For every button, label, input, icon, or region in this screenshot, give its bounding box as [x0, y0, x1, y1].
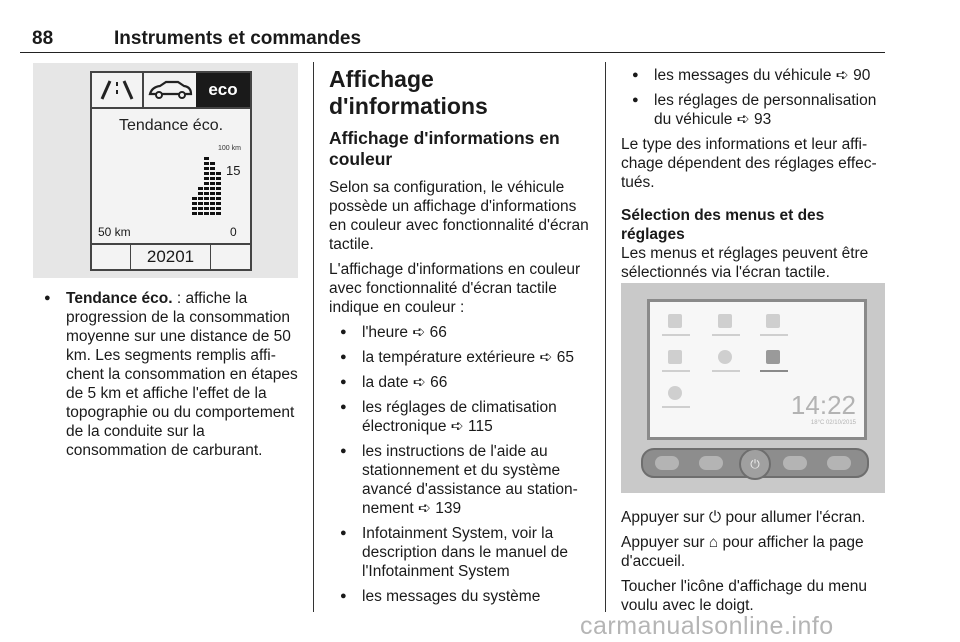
list-item: ● Infotainment System, voir la description dans le manuel de l'Infotainment System — [329, 524, 597, 581]
list-item: ● les messages du système — [329, 587, 597, 606]
list-item: ● les réglages de personnalisation du véhicule ➪ 93 — [621, 91, 887, 129]
list-item: ● la date ➪ 66 — [329, 373, 597, 392]
list-item: ● la température extérieure ➪ 65 — [329, 348, 597, 367]
icon-label-line — [712, 370, 740, 372]
odometer-value: 20201 — [146, 247, 195, 266]
gallery-icon — [668, 350, 682, 364]
scale-min-label: 0 — [230, 225, 237, 239]
previous-button — [699, 456, 723, 470]
info-list-continued — [621, 66, 887, 129]
phone-button — [827, 456, 851, 470]
eco-display-frame — [90, 71, 252, 271]
eco-display-bottombar — [92, 243, 250, 271]
page-number: 88 — [32, 28, 54, 49]
paragraph: Toucher l'icône d'affichage du menu voulu avec le doigt. — [621, 578, 868, 614]
home-button — [655, 456, 679, 470]
column-3-bottom — [621, 508, 887, 621]
eco-badge: eco — [196, 73, 250, 107]
paragraph: L'affichage d'informations en couleur avec fonctionnalité d'écran tactile indique en couleur : — [329, 261, 581, 316]
audio-icon — [668, 314, 682, 328]
paragraph: Les menus et réglages peuvent être sélectionnés via l'écran tactile. — [621, 245, 869, 281]
subsection-heading: Sélection des menus et des réglages — [621, 207, 825, 243]
page-header — [20, 26, 885, 53]
touchscreen-figure — [621, 283, 885, 493]
paragraph: Appuyer sur ⏻ pour allumer l'écran. — [621, 509, 866, 526]
phone-icon — [718, 314, 732, 328]
watermark: carmanualsonline.info — [580, 612, 834, 640]
list-item: ● les messages du véhicule ➪ 90 — [621, 66, 887, 85]
eco-trend-figure — [33, 63, 298, 278]
paragraph: Selon sa configuration, le véhicule possède un affichage d'informations en couleur avec fonctionnalité d'écran tactile. — [329, 179, 589, 253]
distance-label: 50 km — [98, 225, 131, 239]
icon-label-line — [712, 334, 740, 336]
scale-unit-label: 100 km — [218, 145, 241, 152]
list-item: ● les instructions de l'aide au stationnement et du système avancé d'assistance au stationnement ➪ 139 — [329, 442, 597, 518]
info-list — [329, 323, 597, 606]
section-heading: Affichage d'informations — [329, 66, 488, 119]
bullet-text: : affiche la progression de la consommation moyenne sur une distance de 50 km. Les segments remplis affichent la consommation en étapes de 5 km et affiche l'effet de la topographie ou du comportement de la conduite sur la consommation de carburant. — [66, 290, 298, 459]
chapter-title: Instruments et commandes — [114, 28, 362, 49]
power-button: ⏻ — [739, 448, 771, 480]
icon-label-line — [760, 370, 788, 372]
column-divider-2 — [605, 62, 606, 612]
paragraph: Le type des informations et leur affichage dépendent des réglages effectués. — [621, 136, 877, 191]
list-item: ● les réglages de climatisation électronique ➪ 115 — [329, 398, 597, 436]
touchscreen-display — [647, 299, 867, 440]
paragraph: Appuyer sur ⌂ pour afficher la page d'accueil. — [621, 534, 864, 570]
bullet-term: Tendance éco. — [66, 290, 173, 307]
lane-icon — [92, 73, 144, 107]
column-divider-1 — [313, 62, 314, 612]
icon-label-line — [662, 370, 690, 372]
steering-wheel-icon — [668, 386, 682, 400]
column-3-top — [621, 66, 887, 288]
list-item — [33, 289, 303, 460]
icon-label-line — [662, 406, 690, 408]
app-icon — [766, 314, 780, 328]
control-bar — [641, 448, 869, 478]
next-button — [783, 456, 807, 470]
scale-max-label: 15 — [226, 163, 241, 178]
clock-display: 14:22 — [790, 390, 856, 420]
settings-icon — [718, 350, 732, 364]
eco-trend-title: Tendance éco. — [118, 117, 224, 134]
car-icon — [144, 73, 196, 107]
list-item: ● l'heure ➪ 66 — [329, 323, 597, 342]
climate-icon — [766, 350, 780, 364]
column-1 — [33, 289, 303, 466]
temperature-date: 18°C 02/10/2015 — [810, 420, 856, 426]
bottom-divider-right — [210, 245, 211, 271]
subsection-heading: Affichage d'informations en couleur — [329, 128, 560, 169]
column-2 — [329, 66, 597, 612]
icon-label-line — [662, 334, 690, 336]
eco-display-topbar — [92, 73, 250, 109]
consumption-bars — [192, 153, 222, 217]
icon-label-line — [760, 334, 788, 336]
